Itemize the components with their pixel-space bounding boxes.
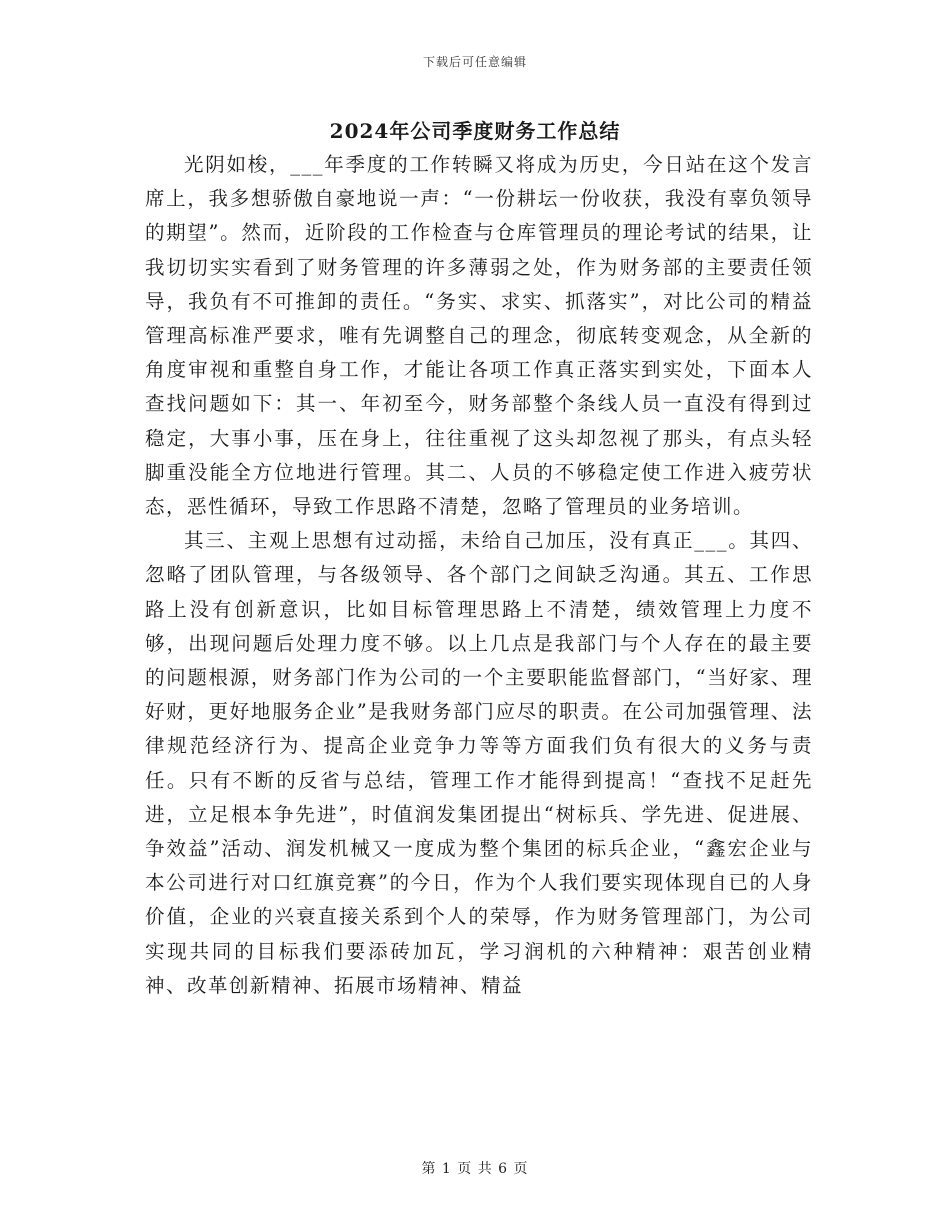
document-body [145,148,813,1003]
page-header-note: 下载后可任意编辑 [422,55,527,69]
paragraph-2: 其三、主观上思想有过动摇，未给自己加压，没有真正___。其四、忽略了团队管理，与各级领导、各个部门之间缺乏沟通。其五、工作思路上没有创新意识，比如目标管理思路上不清楚，绩效管理上力度不够，出现问题后处理力度不够。以上几点是我部门与个人存在的最主要的问题根源，财务部门作为公司的一个主要职能监督部门，“当好家、理好财，更好地服务企业”是我财务部门应尽的职责。在公司加强管理、法律规范经济行为、提高企业竞争力等等方面我们负有很大的义务与责任。只有不断的反省与总结，管理工作才能得到提高！“查找不足赶先进，立足根本争先进”，时值润发集团提出“树标兵、学先进、促进展、争效益”活动、润发机械又一度成为整个集团的标兵企业，“鑫宏企业与本公司进行对口红旗竞赛”的今日，作为个人我们要实现体现自已的人身价值，企业的兴衰直接关系到个人的荣辱，作为财务管理部门，为公司实现共同的目标我们要添砖加瓦，学习润机的六种精神：艰苦创业精神、改革创新精神、拓展市场精神、精益 [145,529,813,997]
paragraph-1: 光阴如梭，___年季度的工作转瞬又将成为历史，今日站在这个发言席上，我多想骄傲自豪地说一声：“一份耕坛一份收获，我没有辜负领导的期望”。然而，近阶段的工作检查与仓库管理员的理论考试的结果，让我切切实实看到了财务管理的许多薄弱之处，作为财务部的主要责任领导，我负有不可推卸的责任。“务实、求实、抓落实”，对比公司的精益管理高标准严要求，唯有先调整自己的理念，彻底转变观念，从全新的角度审视和重整自身工作，才能让各项工作真正落实到实处，下面本人查找问题如下：其一、年初至今，财务部整个条线人员一直没有得到过稳定，大事小事，压在身上，往往重视了这头却忽视了那头，有点头轻脚重没能全方位地进行管理。其二、人员的不够稳定使工作进入疲劳状态，恶性循环，导致工作思路不清楚，忽略了管理员的业务培训。 [145,153,813,519]
document-title: 2024年公司季度财务工作总结 [329,119,621,143]
page-footer: 第 1 页 共 6 页 [421,1161,529,1177]
